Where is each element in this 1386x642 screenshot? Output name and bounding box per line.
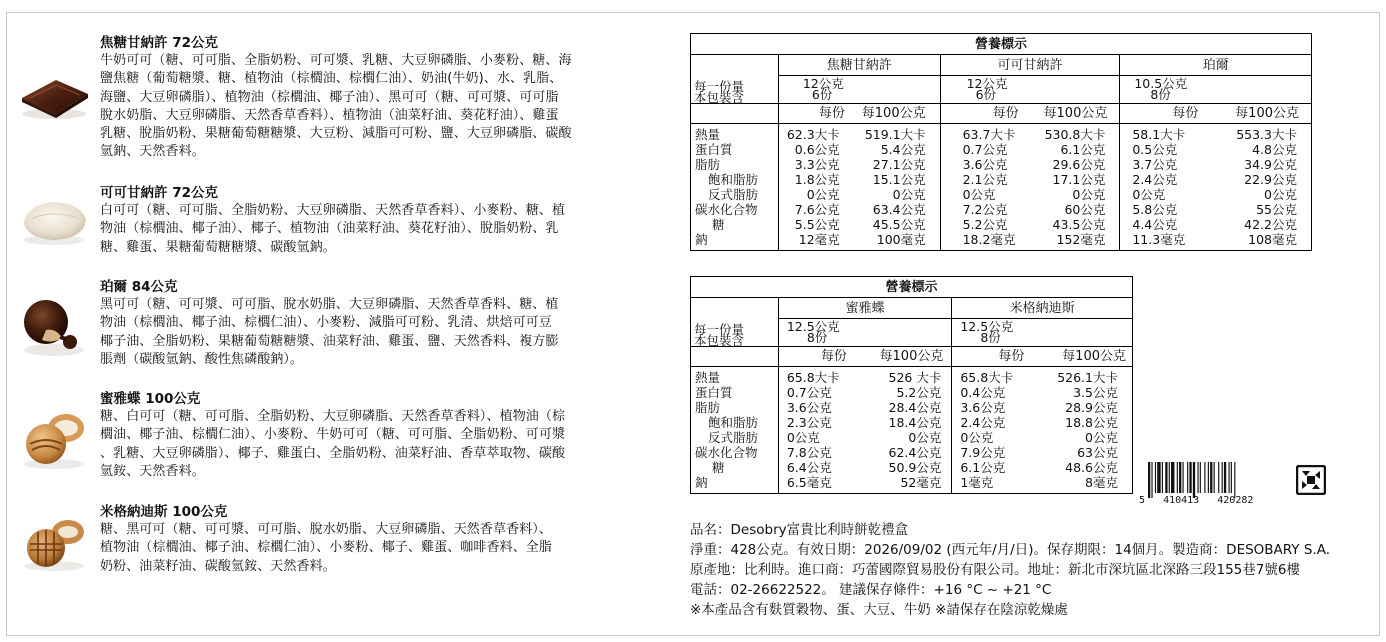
mignardise-cookie-image <box>16 514 92 572</box>
caramel-ganache-cookie-image <box>16 74 92 120</box>
product-name: 珀爾 84公克 <box>100 279 178 295</box>
value: 7.8公克 <box>786 445 832 460</box>
ingredients-line: 糖、黑可可（糖、可可漿、可可脂、脫水奶脂、大豆卵磷脂、天然香草香料）、 <box>100 522 553 537</box>
row-label-fat: 脂肪 <box>695 157 721 172</box>
value: 8毫克 <box>1085 475 1118 490</box>
value: 5.2公克 <box>962 217 1008 232</box>
product-name: 蜜雅蝶 100公克 <box>100 391 201 407</box>
value: 0公克 <box>960 430 994 445</box>
value: 3.6公克 <box>960 400 1006 415</box>
servings-per-package-label: 本包裝含 <box>694 90 745 105</box>
ingredients-line: 氫銨、天然香料。 <box>100 463 205 479</box>
value: 0公克 <box>1072 187 1106 202</box>
row-label-fat: 脂肪 <box>695 400 721 415</box>
value: 63.4公克 <box>872 202 926 217</box>
product-name-line: 品名：Desobry富貴比利時餅乾禮盒 <box>690 522 909 538</box>
value: 108毫克 <box>1248 232 1297 247</box>
column-header-caramel-ganache: 焦糖甘納許 <box>778 55 940 76</box>
barcode <box>1138 462 1290 504</box>
product-mignardise <box>100 503 680 576</box>
value: 5.5公克 <box>794 217 840 232</box>
nutrition-caption: 營養標示 <box>691 277 1133 298</box>
serving-size: 10.5公克 <box>1134 76 1188 92</box>
value: 15.1公克 <box>872 172 926 187</box>
product-caramel-ganache <box>100 34 680 162</box>
value: 62.4公克 <box>888 445 942 460</box>
product-pearl <box>100 278 680 369</box>
ingredients-line: 脫水奶脂、大豆卵磷脂、天然香草香料）、植物油（油菜籽油、葵花籽油）、雞蛋 <box>100 107 559 123</box>
value: 0公克 <box>892 187 926 202</box>
product-name: 米格納迪斯 100公克 <box>100 504 228 520</box>
per-serving-values <box>963 127 1016 247</box>
value: 17.1公克 <box>1052 172 1106 187</box>
row-label-sodium: 鈉 <box>695 232 708 247</box>
ingredients-text <box>100 52 680 162</box>
value: 530.8大卡 <box>1044 127 1106 142</box>
ingredients-line: 氫鈉、天然香料。 <box>100 144 205 160</box>
value: 526.1大卡 <box>1057 370 1118 385</box>
per-serving-values <box>787 127 840 247</box>
pearl-chocolate-cookie-image <box>16 290 92 360</box>
value: 0.5公克 <box>1132 142 1178 157</box>
row-label-saturated-fat: 飽和脂肪 <box>708 415 759 430</box>
ingredients-line: 植物油（棕櫚油、椰子油、棕櫚仁油）、小麥粉、椰子、雞蛋、咖啡香料、全脂 <box>100 540 553 556</box>
value: 0公克 <box>1085 430 1118 445</box>
row-label-carbohydrate: 碳水化合物 <box>695 202 758 217</box>
serving-size: 12公克 <box>802 76 844 92</box>
ingredients-text <box>100 408 680 481</box>
value: 526 大卡 <box>888 370 942 385</box>
serving-size-label: 每一份量 <box>694 322 745 337</box>
value: 553.3大卡 <box>1236 127 1297 142</box>
value: 0公克 <box>806 187 840 202</box>
value: 0公克 <box>1132 187 1166 202</box>
per-serving-values <box>787 370 840 490</box>
per-100g-values <box>1057 370 1118 490</box>
per-100g-header: 每100公克 <box>861 106 926 121</box>
per-100g-header: 每100公克 <box>1235 106 1299 121</box>
column-header-pearl: 珀爾 <box>1120 55 1312 76</box>
ingredients-text <box>100 202 680 257</box>
value: 152毫克 <box>1056 232 1106 247</box>
per-100g-values <box>1236 127 1297 247</box>
value: 0公克 <box>1264 187 1297 202</box>
value: 18.2毫克 <box>962 232 1016 247</box>
row-label-energy: 熱量 <box>695 370 721 385</box>
value: 0公克 <box>908 430 942 445</box>
row-label-energy: 熱量 <box>695 127 721 142</box>
per-100g-header: 每100公克 <box>879 349 944 364</box>
value: 100毫克 <box>876 232 926 247</box>
row-label-sodium: 鈉 <box>695 475 708 490</box>
value: 6.1公克 <box>960 460 1006 475</box>
ingredients-line: 脹劑（碳酸氫鈉、酸性焦磷酸鈉）。 <box>100 351 304 367</box>
value: 0.6公克 <box>794 142 840 157</box>
value: 45.5公克 <box>872 217 926 232</box>
ingredients-line: 椰子油、全脂奶粉、果糖葡萄糖糖漿、油菜籽油、雞蛋、鹽、天然香料、複方膨 <box>100 333 559 349</box>
value: 12毫克 <box>798 232 840 247</box>
ingredients-line: 鹽焦糖（葡萄糖漿、糖、植物油（棕櫚油、棕櫚仁油）、奶油(牛奶)、水、乳脂、 <box>100 71 563 87</box>
per-serving-values <box>960 370 1013 490</box>
value: 58.1大卡 <box>1132 127 1186 142</box>
miyadie-cookie-image <box>16 406 92 470</box>
value: 55公克 <box>1256 202 1297 217</box>
value: 42.2公克 <box>1244 217 1297 232</box>
value: 11.3毫克 <box>1132 232 1186 247</box>
value: 65.8大卡 <box>786 370 840 385</box>
nutrition-caption: 營養標示 <box>691 34 1312 55</box>
nutrition-table-2 <box>690 276 1133 494</box>
value: 0.4公克 <box>960 385 1006 400</box>
value: 34.9公克 <box>1244 157 1297 172</box>
value: 0.7公克 <box>962 142 1008 157</box>
value: 5.2公克 <box>896 385 942 400</box>
ingredients-line: 、乳糖、大豆卵磷脂）、椰子、雞蛋白、全脂奶粉、油菜籽油、香草萃取物、碳酸 <box>100 445 566 461</box>
nutrition-table-1 <box>690 33 1312 251</box>
per-serving-values <box>1132 127 1185 247</box>
ingredients-text <box>100 521 680 576</box>
value: 50.9公克 <box>888 460 942 475</box>
value: 7.9公克 <box>960 445 1006 460</box>
per-100g-values <box>865 127 926 247</box>
value: 1毫克 <box>960 475 994 490</box>
value: 5.4公克 <box>880 142 926 157</box>
value: 4.8公克 <box>1252 142 1297 157</box>
value: 2.3公克 <box>786 415 832 430</box>
per-100g-header: 每100公克 <box>1062 349 1126 364</box>
value: 28.4公克 <box>888 400 942 415</box>
ingredients-line: 糖、雞蛋、果糖葡萄糖糖漿、碳酸氫鈉。 <box>100 239 336 255</box>
value: 0公克 <box>962 187 996 202</box>
serving-size: 12公克 <box>966 76 1008 92</box>
value: 18.4公克 <box>888 415 942 430</box>
value: 7.6公克 <box>794 202 840 217</box>
ingredients-line: 牛奶可可（糖、可可脂、全脂奶粉、可可漿、乳糖、大豆卵磷脂、小麥粉、糖、海 <box>100 53 572 68</box>
product-name: 焦糖甘納許 72公克 <box>100 35 218 51</box>
per-serving-header: 每份 <box>1172 106 1199 121</box>
value: 5.8公克 <box>1132 202 1178 217</box>
value: 6.1公克 <box>1060 142 1106 157</box>
cocoa-ganache-cookie-image <box>16 196 92 246</box>
servings-per-package-label: 本包裝含 <box>694 333 745 348</box>
ingredients-line: 奶粉、油菜籽油、碳酸氫銨、天然香料。 <box>100 558 336 574</box>
ingredients-line: 物油（棕櫚油、椰子油）、椰子、植物油（油菜籽油、葵花籽油）、脫脂奶粉、乳 <box>100 221 559 237</box>
value: 4.4公克 <box>1132 217 1178 232</box>
value: 2.4公克 <box>960 415 1006 430</box>
row-label-trans-fat: 反式脂肪 <box>708 187 759 202</box>
servings-count: 8份 <box>806 330 828 346</box>
value: 29.6公克 <box>1052 157 1106 172</box>
value: 3.5公克 <box>1073 385 1118 400</box>
row-label-carbohydrate: 碳水化合物 <box>695 445 758 460</box>
row-label-protein: 蛋白質 <box>695 385 733 400</box>
barcode-bars <box>1148 462 1235 498</box>
value: 22.9公克 <box>1244 172 1297 187</box>
value: 27.1公克 <box>872 157 926 172</box>
allergen-notice-line: ※本產品含有麩質穀物、蛋、大豆、牛奶 ※請保存在陰涼乾燥處 <box>690 602 1068 618</box>
serving-size: 12.5公克 <box>786 319 840 335</box>
row-label-protein: 蛋白質 <box>695 142 733 157</box>
servings-count: 6份 <box>975 87 997 103</box>
barcode-digits: 5 410413 420282 <box>1139 495 1254 504</box>
product-cocoa-ganache <box>100 184 680 257</box>
value: 3.7公克 <box>1132 157 1178 172</box>
value: 3.6公克 <box>786 400 832 415</box>
servings-count: 6份 <box>811 87 833 103</box>
ingredients-line: 物油（棕櫚油、椰子油、棕櫚仁油）、小麥粉、減脂可可粉、乳清、烘焙可可豆 <box>100 315 553 331</box>
value: 6.5毫克 <box>786 475 832 490</box>
value: 48.6公克 <box>1065 460 1118 475</box>
servings-count: 8份 <box>980 330 1001 346</box>
value: 3.3公克 <box>794 157 840 172</box>
value: 43.5公克 <box>1052 217 1106 232</box>
recycle-symbol-icon <box>1296 465 1326 495</box>
product-info <box>690 520 1376 620</box>
ingredients-line: 乳糖、脫脂奶粉、果糖葡萄糖糖漿、大豆粉、減脂可可粉、鹽、大豆卵磷脂、碳酸 <box>100 126 572 142</box>
value: 2.4公克 <box>1132 172 1178 187</box>
per-100g-values <box>1045 127 1106 247</box>
per-serving-header: 每份 <box>818 106 845 121</box>
product-name: 可可甘納許 72公克 <box>100 185 218 201</box>
phone-storage-line: 電話：02-26622522。 建議保存條件：+16 °C ~ +21 °C <box>690 582 1052 598</box>
row-label-sugar: 糖 <box>712 217 725 232</box>
value: 28.9公克 <box>1065 400 1118 415</box>
per-100g-header: 每100公克 <box>1043 106 1108 121</box>
value: 65.8大卡 <box>960 370 1014 385</box>
per-100g-values <box>889 370 942 490</box>
value: 519.1大卡 <box>864 127 926 142</box>
ingredients-line: 白可可（糖、可可脂、全脂奶粉、大豆卵磷脂、天然香草香料）、小麥粉、糖、植 <box>100 203 566 218</box>
per-serving-header: 每份 <box>998 349 1025 364</box>
net-weight-expiry-line: 淨重：428公克。有效日期：2026/09/02 (西元年/月/日)。保存期限：14個月。製造商：DESOBARY S.A. <box>690 542 1330 558</box>
value: 0.7公克 <box>786 385 832 400</box>
per-serving-header: 每份 <box>992 106 1019 121</box>
servings-count: 8份 <box>1150 87 1171 103</box>
row-label-sugar: 糖 <box>712 460 725 475</box>
ingredients-text <box>100 296 680 369</box>
row-label-saturated-fat: 飽和脂肪 <box>708 172 759 187</box>
column-header-miyadie: 蜜雅蝶 <box>778 298 952 319</box>
value: 1.8公克 <box>794 172 840 187</box>
value: 18.8公克 <box>1065 415 1118 430</box>
ingredients-line: 黑可可（糖、可可漿、可可脂、脫水奶脂、大豆卵磷脂、天然香草香料、糖、植 <box>100 297 559 312</box>
column-header-mignardise: 米格納迪斯 <box>952 298 1133 319</box>
ingredients-line: 糖、白可可（糖、可可脂、全脂奶粉、大豆卵磷脂、天然香草香料）、植物油（棕 <box>100 409 566 424</box>
value: 63.7大卡 <box>962 127 1016 142</box>
value: 60公克 <box>1064 202 1106 217</box>
value: 62.3大卡 <box>786 127 840 142</box>
value: 52毫克 <box>900 475 942 490</box>
product-miyadie <box>100 390 680 481</box>
column-header-cocoa-ganache: 可可甘納許 <box>940 55 1120 76</box>
value: 2.1公克 <box>962 172 1008 187</box>
row-label-trans-fat: 反式脂肪 <box>708 430 759 445</box>
value: 0公克 <box>786 430 820 445</box>
value: 7.2公克 <box>962 202 1008 217</box>
value: 63公克 <box>1077 445 1118 460</box>
per-serving-header: 每份 <box>820 349 847 364</box>
ingredients-line: 海鹽、大豆卵磷脂）、植物油（棕櫚油、椰子油）、黑可可（糖、可可漿、可可脂 <box>100 89 559 105</box>
ingredients-line: 櫚油、椰子油、棕櫚仁油）、小麥粉、牛奶可可（糖、可可脂、全脂奶粉、可可漿 <box>100 427 566 443</box>
serving-size-label: 每一份量 <box>694 79 745 94</box>
origin-importer-line: 原產地：比利時。進口商：巧蕾國際貿易股份有限公司。地址：新北市深坑區北深路三段155巷7號6樓 <box>690 562 1300 578</box>
value: 6.4公克 <box>786 460 832 475</box>
serving-size: 12.5公克 <box>960 319 1014 335</box>
value: 3.6公克 <box>962 157 1008 172</box>
